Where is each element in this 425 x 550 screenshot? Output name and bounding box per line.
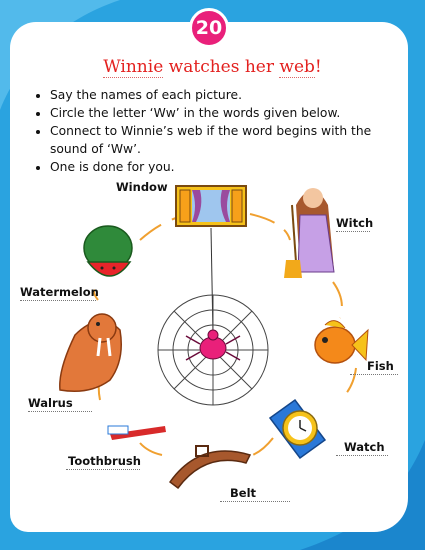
label-toothbrush: Toothbrush [68,454,141,468]
label-fish: Fish [367,359,394,373]
label-watermelon: Watermelon [20,285,99,299]
label-window: Window [116,180,168,194]
fish-answer-line[interactable] [350,374,398,375]
witch-answer-line[interactable] [336,231,370,232]
toothbrush-answer-line[interactable] [66,469,140,470]
instruction-3: • Connect to Winnie’s web if the word begins with the sound of ‘Ww’. [50,122,410,158]
instruction-4: • One is done for you. [50,158,410,176]
walrus-answer-line[interactable] [28,411,92,412]
page-number-badge: 20 [189,8,229,48]
label-belt: Belt [230,486,257,500]
title-word-web: web [279,57,315,77]
watermelon-picture[interactable] [84,226,132,276]
label-watch: Watch [344,440,385,454]
watch-picture[interactable] [270,400,325,458]
belt-picture[interactable] [170,446,250,488]
label-walrus: Walrus [28,396,73,410]
watch-answer-line[interactable] [336,455,388,456]
watermelon-answer-line[interactable] [20,300,96,301]
label-witch: Witch [336,216,374,230]
spider [186,330,240,360]
title-exclaim: ! [314,57,322,77]
toothbrush-picture[interactable] [108,426,166,440]
window-picture[interactable] [176,186,246,226]
fish-picture[interactable] [315,321,368,363]
instruction-1: • Say the names of each picture. [50,86,410,104]
belt-answer-line[interactable] [220,501,290,502]
instruction-2: • Circle the letter ‘Ww’ in the words given below. [50,104,410,122]
title-word-watches: watches her [163,57,280,77]
walrus-picture[interactable] [60,314,121,391]
witch-picture[interactable] [284,188,334,278]
title-word-winnie: Winnie [103,57,164,77]
